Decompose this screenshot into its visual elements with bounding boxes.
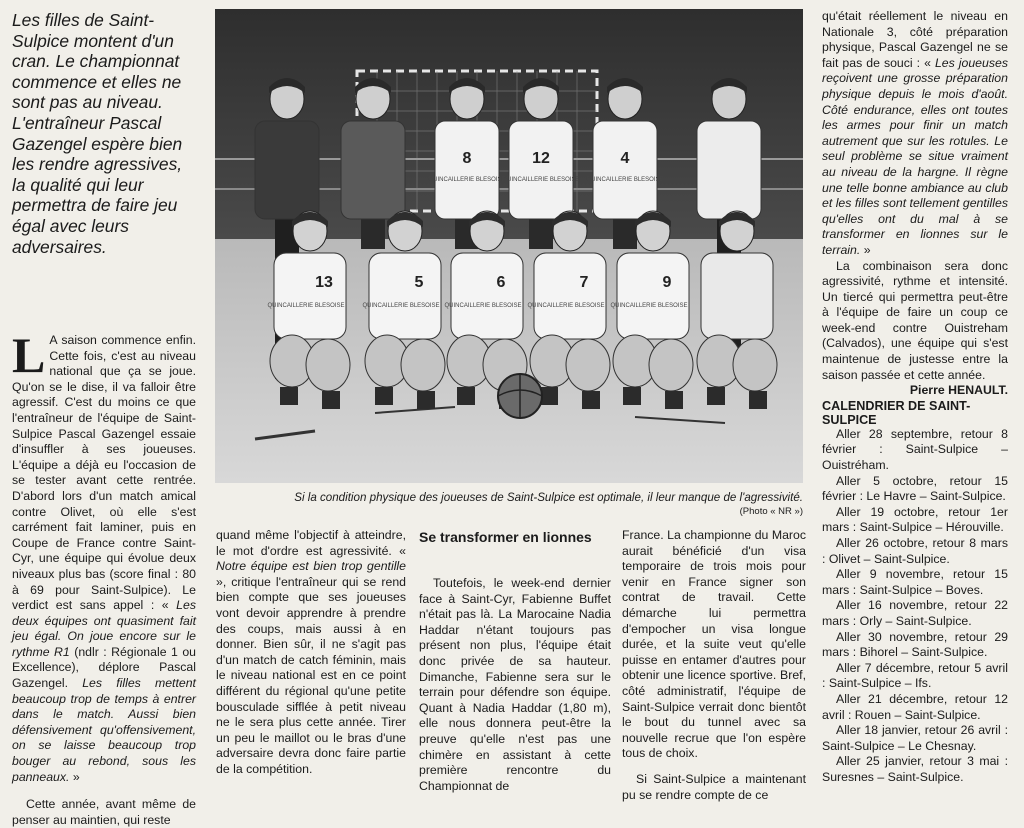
photo-caption: Si la condition physique des joueuses de Saint-Sulpice est optimale, il leur manque de l'agressivité. [294,491,803,504]
calendar-item: Aller 9 novembre, retour 15 mars : Saint-Sulpice – Boves. [822,567,1008,597]
paragraph-8: La combinaison sera donc agressivité, rythme et intensité. Un tiercé qui permettra peut-être à l'équipe de faire un coup ce week-end contre Ouistreham (Calvados), une équipe qui s'est maintenue de justesse entre la saison passée et cette année. [822,258,1008,382]
jersey-number: 6 [496,274,506,291]
calendar-item: Aller 28 septembre, retour 8 février : Saint-Sulpice – Ouistréham. [822,426,1008,473]
team-photo-image [215,9,803,483]
calendar-item: Aller 30 novembre, retour 29 mars : Bihorel – Saint-Sulpice. [822,629,1008,660]
article-column-5 [822,9,1008,786]
paragraph-6: Si Saint-Sulpice a maintenant pu se rendre compte de ce [622,771,806,802]
jersey-sponsor: QUINCAILLERIE BLESOISE [527,303,605,309]
jersey-number: 8 [462,150,472,167]
jersey-sponsor: QUINCAILLERIE BLESOISE [444,303,522,309]
calendar-title: CALENDRIER DE SAINT-SULPICE [822,398,971,427]
calendar-item: Aller 25 janvier, retour 3 mai : Suresnes – Saint-Sulpice. [822,754,1008,784]
calendar-item: Aller 19 octobre, retour 1er mars : Saint-Sulpice – Hérouville. [822,504,1008,535]
article-column-1 [12,327,196,828]
paragraph-5: France. La championne du Maroc aurait bénéficié d'un visa temporaire de trois mois pour venir en France signer son contrat de travail. Cette démarche lui permettra d'empocher un visa longue durée, et la suite veut qu'elle puisse en entamer d'autres pour obtenir une licence sportive. Bref, côté administratif, l'équipe de Saint-Sulpice verrait donc bientôt le bout du tunnel avec sa nouvelle recrue que l'on espère tous de choix. [622,528,806,761]
calendar-item: Aller 18 janvier, retour 26 avril : Saint-Sulpice – Le Chesnay. [822,723,1008,753]
jersey-sponsor: QUINCAILLERIE BLESOISE [267,303,345,309]
jersey-number: 12 [532,150,550,167]
calendar-item: Aller 16 novembre, retour 22 mars : Orly – Saint-Sulpice. [822,598,1008,628]
paragraph-1: L A saison commence enfin. Cette fois, c'est au niveau national que ça se joue. Qu'on se le dise, il va falloir être agressif. C'est du moins ce que l'entraîneur de l'équipe de Saint-Sulpice Pascal Gazengel essaie d'insuffler à ses joueuses. L'équipe a déjà eu l'occasion de se tester avant cette rentrée. D'abord lors d'un match amical contre Olivet, où elle s'est carrément fait laminer, puis en Coupe de France contre Saint-Cyr, une équipe qui évolue deux niveaux plus bas (score final : 80 à 69 pour Saint-Sulpice). Le verdict est sans appel : « Les deux équipes ont quasiment fait jeu égal. On joue encore sur le rythme R1 (ndlr : Régionale 1 ou Excellence), déplore Pascal Gazengel. Les filles mettent beaucoup trop de temps à entrer dans le match. Aussi bien défensivement qu'offensivement, on se laisse beaucoup trop bouger au rebond, sous les panneaux. » [12,327,196,784]
article-column-3 [419,576,611,794]
drop-cap: L [12,327,46,383]
article-column-2 [216,528,406,778]
jersey-sponsor: QUINCAILLERIE BLESOISE [362,303,440,309]
jersey-number: 5 [414,274,424,291]
jersey-number: 9 [662,274,672,291]
paragraph-4: Toutefois, le week-end dernier face à Saint-Cyr, Fabienne Buffet n'était pas là. La Marocaine Nadia Haddar n'étant toujours pas présent non plus, l'équipe était donc privée de sa hauteur. Dimanche, Fabienne sera sur le terrain pour défendre son équipe. Quant à Nadia Haddar (1,80 m), elle nous donnera peut-être la preuve qu'elle n'est pas une chimère en assistant à cette première rencontre du Championnat de [419,576,611,793]
calendar-item: Aller 26 octobre, retour 8 mars : Olivet – Saint-Sulpice. [822,536,1008,566]
calendar-item: Aller 5 octobre, retour 15 février : Le Havre – Saint-Sulpice. [822,473,1008,504]
jersey-number: 13 [315,274,333,291]
photo-credit: (Photo « NR ») [739,506,803,517]
jersey-number: 4 [620,150,630,167]
jersey-sponsor: QUINCAILLERIE BLESOISE [502,177,580,183]
subheading: Se transformer en lionnes [419,529,592,545]
jersey-sponsor: QUINCAILLERIE BLESOISE [610,303,688,309]
calendar-item: Aller 21 décembre, retour 12 avril : Rouen – Saint-Sulpice. [822,691,1008,722]
jersey-number: 7 [579,274,589,291]
author-signature: Pierre HENAULT. [909,383,1008,398]
jersey-sponsor: QUINCAILLERIE BLESOISE [428,177,506,183]
calendar-item: Aller 7 décembre, retour 5 avril : Saint-Sulpice – Ifs. [822,660,1008,691]
paragraph-3: quand même l'objectif à atteindre, le mot d'ordre est agressivité. « Notre équipe est bien trop gentille », critique l'entraîneur qui se rend bien compte que ses joueuses vont devoir apprendre à prendre des coups, mais aussi à en donner. Bien sûr, il ne s'agit pas d'un match de catch féminin, mais le niveau national est en ce point différent du régional qu'une petite bousculade sifflée à petit niveau ne le sera plus cette année. Tirer un peu le maillot ou le bras d'une adversaire devra donc faire partie de la compétition. [216,528,406,776]
team-photo [215,9,803,483]
jersey-sponsor: QUINCAILLERIE BLESOISE [586,177,664,183]
paragraph-7: qu'était réellement le niveau en Nationale 3, côté préparation physique, Pascal Gazengel ne se fait pas de souci : « Les joueuses reçoivent une grosse préparation physique depuis le mois d'août. Côté endurance, elles ont toutes les armes pour finir un match autrement que sur les rotules. Le seul problème se situe vraiment au niveau de la hargne. Il règne une telle bonne ambiance au club et les filles sont tellement gentilles qu'elles ont du mal à se transformer en lionnes sur le terrain. » [822,9,1008,257]
calendar-list [822,427,1008,786]
paragraph-2: Cette année, avant même de penser au maintien, qui reste [12,797,196,827]
article-column-4 [622,528,806,803]
article-lead: Les filles de Saint-Sulpice montent d'un cran. Le championnat commence et elles ne sont pas au niveau. L'entraîneur Pascal Gazengel espère bien les rendre agressives, la qualité qui leur permettra de faire jeu égal avec leurs adversaires. [12,10,183,257]
